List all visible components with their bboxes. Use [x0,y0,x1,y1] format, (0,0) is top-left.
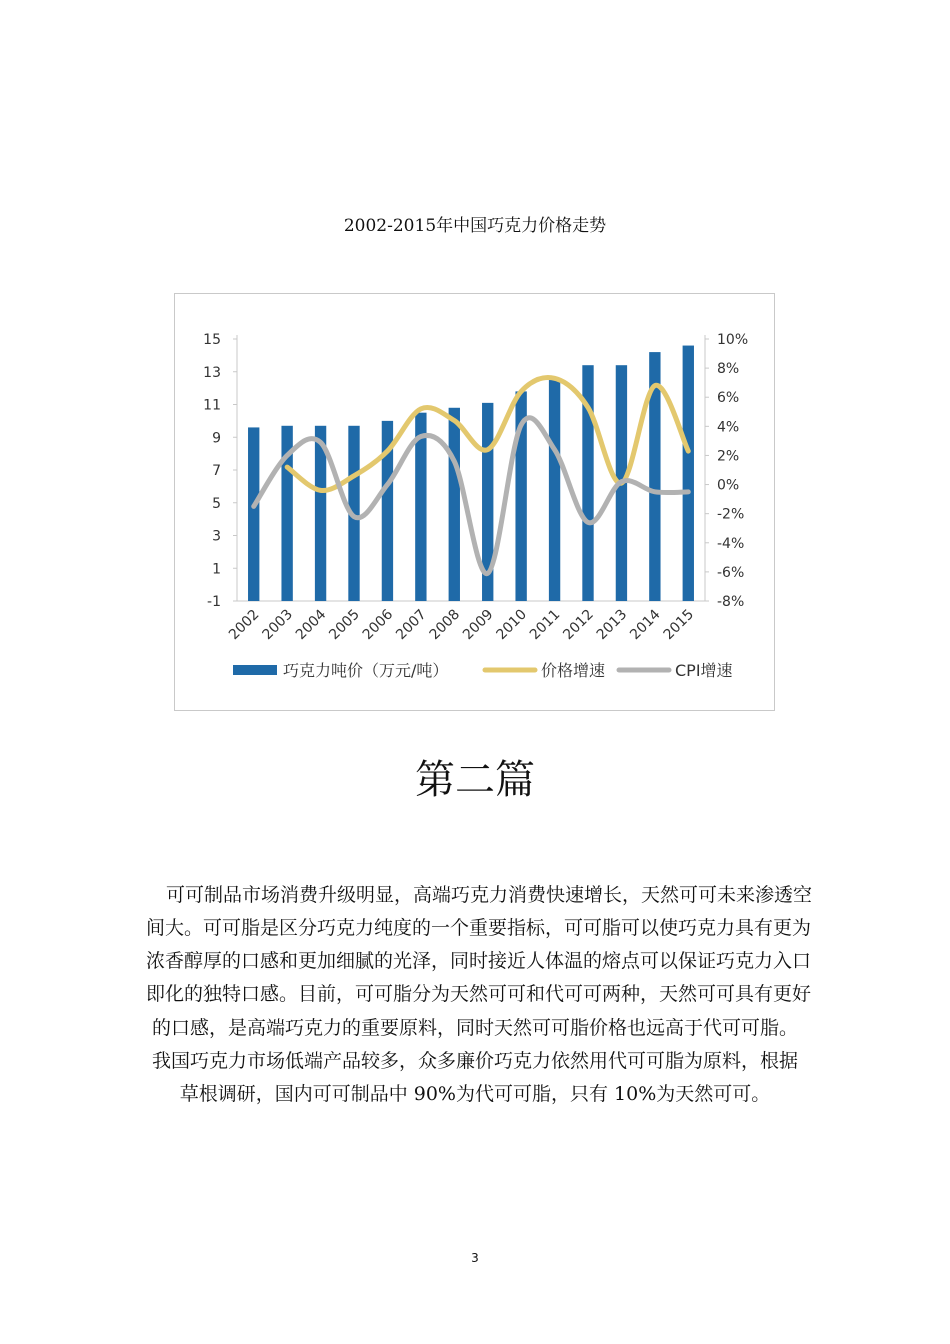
bar-price-2015 [683,346,694,601]
x-tick-label: 2009 [460,606,497,644]
paragraph-line: 浓香醇厚的口感和更加细腻的光泽，同时接近人体温的熔点可以保证巧克力入口 [146,950,812,972]
right-tick-label: -4% [717,535,745,552]
chart-caption: 2002-2015年中国巧克力价格走势 [343,216,607,236]
left-tick-label: 11 [203,397,221,414]
left-tick-label: 1 [212,561,221,578]
right-tick-label: 0% [717,477,740,494]
x-tick-label: 2005 [326,606,363,644]
left-tick-label: 15 [203,332,221,348]
paragraph-line: 可可制品市场消费升级明显，高端巧克力消费快速增长，天然可可未来渗透空 [166,884,813,906]
x-tick-label: 2003 [259,606,296,644]
page-number: 3 [471,1251,479,1265]
left-tick-label: 13 [203,364,221,381]
right-tick-label: 10% [717,332,749,348]
right-tick-label: 2% [717,448,740,465]
bar-price-2002 [248,427,259,601]
right-tick-label: -2% [717,506,745,523]
paragraph-line: 的口感，是高端巧克力的重要原料，同时天然可可脂价格也远高于代可可脂。 [151,1017,798,1039]
paragraph-line: 我国巧克力市场低端产品较多，众多廉价巧克力依然用代可可脂为原料，根据 [151,1050,798,1072]
x-tick-label: 2014 [627,606,664,644]
x-tick-label: 2010 [493,606,530,644]
legend-label: CPI增速 [675,661,733,680]
section-title: 第二篇 [415,757,535,803]
x-tick-label: 2011 [526,606,564,644]
right-tick-label: -6% [717,564,745,581]
right-tick-label: 4% [717,419,740,436]
paragraph-line: 间大。可可脂是区分巧克力纯度的一个重要指标，可可脂可以使巧克力具有更为 [146,917,812,939]
left-tick-label: 9 [212,430,221,447]
legend-label: 巧克力吨价（万元/吨） [283,661,449,680]
left-tick-label: 5 [212,495,221,512]
right-tick-label: -8% [717,594,745,610]
x-tick-label: 2006 [359,606,397,644]
left-tick-label: 7 [212,463,221,479]
left-tick-label: -1 [207,594,221,610]
x-tick-label: 2007 [393,606,430,644]
legend-label: 价格增速 [541,661,606,680]
x-tick-label: 2008 [426,606,464,644]
right-tick-label: 8% [717,361,740,378]
chart-frame [174,293,775,711]
x-tick-label: 2015 [660,606,698,644]
left-tick-label: 3 [212,528,221,545]
paragraph-line: 即化的独特口感。目前，可可脂分为天然可可和代可可两种，天然可可具有更好 [146,983,812,1005]
price-trend-chart [175,294,774,710]
bar-price-2011 [549,378,560,601]
x-tick-label: 2012 [560,606,597,644]
paragraph-line: 草根调研，国内可可制品中 90%为代可可脂，只有 10%为天然可可。 [179,1083,771,1105]
legend-swatch-price [233,665,277,675]
bar-price-2008 [449,408,460,601]
x-tick-label: 2004 [292,606,330,644]
right-tick-label: 6% [717,390,740,407]
x-tick-label: 2002 [226,606,263,644]
x-tick-label: 2013 [593,606,631,644]
